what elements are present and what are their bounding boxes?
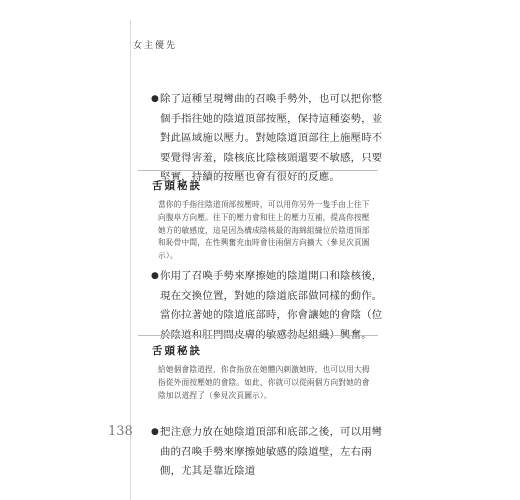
bullet-icon: ● [151,271,160,281]
bullet-paragraph [151,267,386,345]
bullet-icon: ● [151,94,160,104]
tip-text: 當你的手指往陰道頂部按壓時，可以用你另外一隻手由上往下向腹阜方向壓。往下的壓力會和往上的壓力互補，提高你按壓她方的敏感度，這是因為構成陰核最的海綿組織位於陰道頂部和恥骨中間，在性興奮充血時會往兩個方向擴大（參見次頁圖示）。 [158,200,370,261]
bullet-icon: ● [151,427,160,437]
paragraph-text: 把注意力放在她陰道頂部和底部之後，可以用彎曲的召喚手勢來摩擦她敏感的陰道壁，左右兩側，尤其是靠近陰道 [160,426,383,477]
tip-box [138,170,378,263]
running-header: 女主優先 [133,41,178,51]
page-number: 138 [108,424,133,439]
tip-title: 舌頭秘訣 [152,180,202,192]
tip-text: 給她個會陰道捏，你食指放在她體內刺激她時，也可以用大拇指從外面按壓她的會陰。如此，你就可以從兩個方向對她的會陰加以道捏了（參見次頁圖示）。 [158,365,370,400]
paragraph-text: 除了這種呈現彎曲的召喚手勢外，也可以把你整個手指往她的陰道頂部按壓，保持這種姿勢，並對此區域施以壓力。對她陰道頂部往上施壓時不要覺得害羞，陰核底比陰核頭還要不敏感，只要堅實，持續的按壓也會有很好的反應。 [160,93,383,183]
tip-box [138,335,378,402]
paragraph-text: 你用了召喚手勢來摩擦她的陰道開口和陰核後，現在交換位置，對她的陰道底部做同樣的動作。當你拉著她的陰道底部時，你會讓她的會陰（位於陰道和肛門間皮膚的敏感勃起組織）興奮。 [160,270,383,341]
tip-title: 舌頭秘訣 [152,345,202,357]
bullet-paragraph [151,423,386,482]
